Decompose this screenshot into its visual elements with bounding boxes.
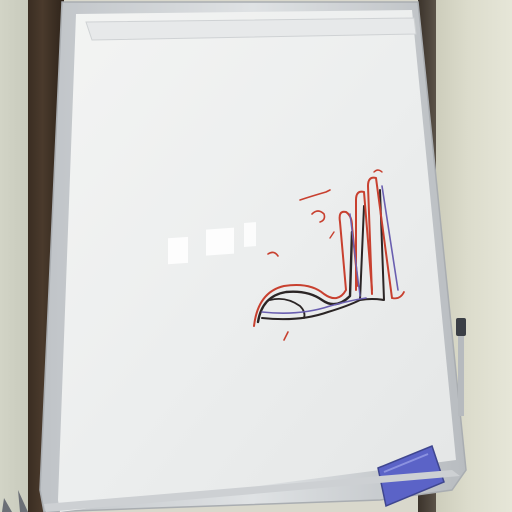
- light-reflection: [206, 228, 234, 256]
- board-surface: [58, 10, 456, 512]
- side-clip: [456, 318, 466, 336]
- light-reflection: [168, 237, 188, 264]
- easel-leg: [18, 490, 28, 512]
- side-clip-rail: [458, 336, 464, 416]
- light-reflection: [244, 222, 256, 247]
- easel-leg: [2, 498, 12, 512]
